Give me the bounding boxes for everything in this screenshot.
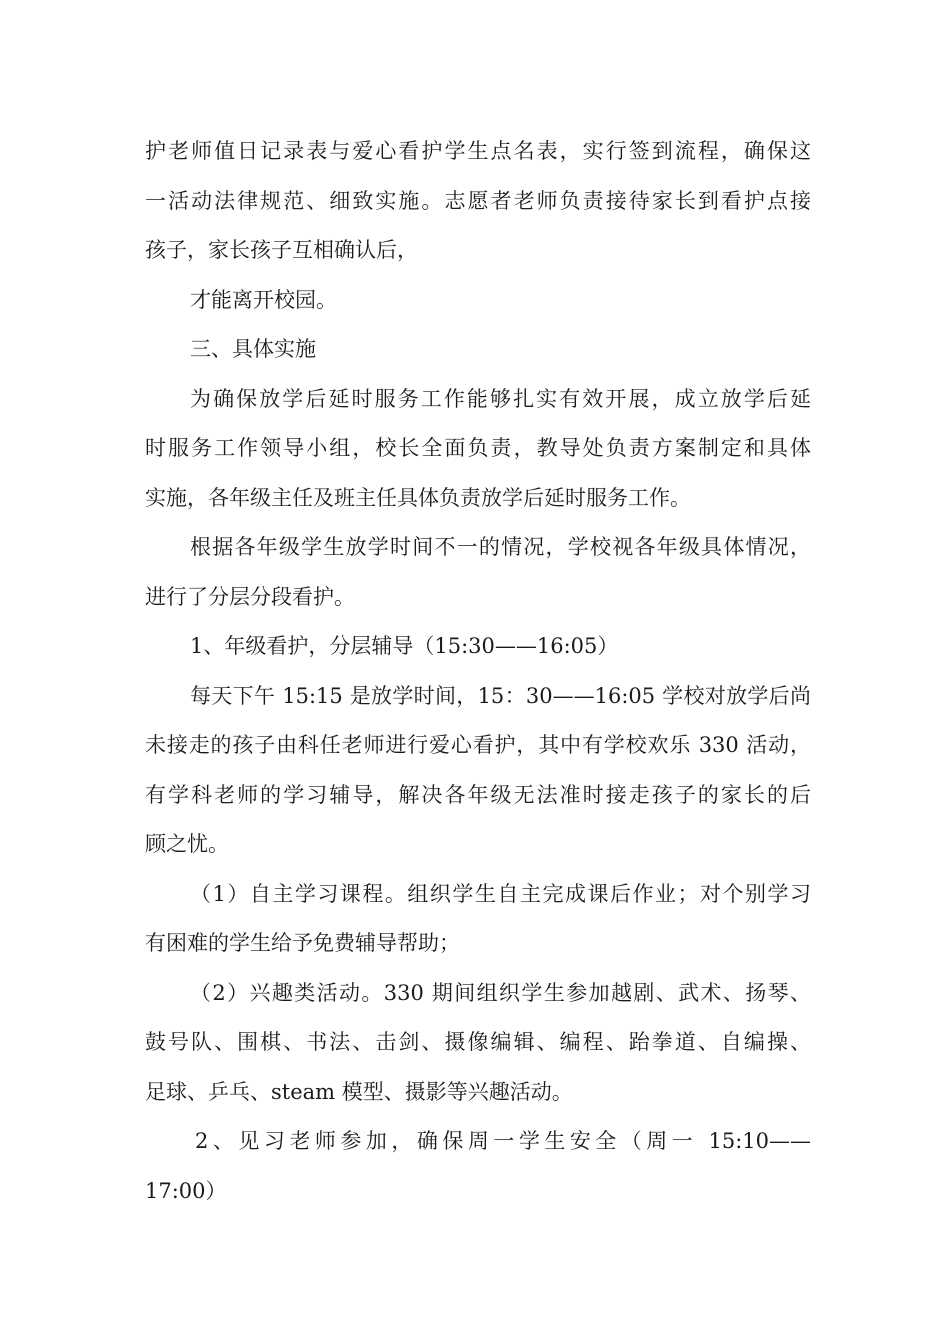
text-line: 顾之忧。 bbox=[145, 832, 229, 856]
text-line: （1）自主学习课程。组织学生自主完成课后作业；对个别学习 bbox=[190, 881, 811, 906]
text-line: 才能离开校园。 bbox=[190, 287, 337, 312]
text-line: 有学科老师的学习辅导，解决各年级无法准时接走孩子的家长的后 bbox=[145, 782, 811, 807]
subsection-heading: 1、年级看护，分层辅导（15:30——16:05） bbox=[190, 634, 619, 658]
text-line: 护老师值日记录表与爱心看护学生点名表，实行签到流程，确保这 bbox=[145, 139, 811, 163]
text-line: 足球、乒乓、steam 模型、摄影等兴趣活动。 bbox=[145, 1079, 573, 1104]
subsection-heading: 2、见习老师参加，确保周一学生安全（周一 15:10—— bbox=[195, 1129, 811, 1153]
section-heading: 三、具体实施 bbox=[190, 337, 316, 361]
text-line: 时服务工作领导小组，校长全面负责，教导处负责方案制定和具体 bbox=[145, 436, 811, 460]
text-line: （2）兴趣类活动。330 期间组织学生参加越剧、武术、扬琴、 bbox=[190, 980, 811, 1005]
text-line: 根据各年级学生放学时间不一的情况，学校视各年级具体情况， bbox=[190, 535, 811, 559]
text-line: 每天下午 15:15 是放学时间，15：30——16:05 学校对放学后尚 bbox=[190, 683, 811, 708]
text-line: 为确保放学后延时服务工作能够扎实有效开展，成立放学后延 bbox=[190, 386, 811, 411]
text-line: 进行了分层分段看护。 bbox=[145, 584, 355, 609]
text-line: 未接走的孩子由科任老师进行爱心看护，其中有学校欢乐 330 活动， bbox=[145, 733, 811, 757]
text-line: 孩子，家长孩子互相确认后， bbox=[145, 238, 418, 262]
text-line: 实施，各年级主任及班主任具体负责放学后延时服务工作。 bbox=[145, 485, 691, 510]
text-line: 有困难的学生给予免费辅导帮助； bbox=[145, 931, 460, 955]
document-body bbox=[145, 127, 811, 1216]
text-line: 鼓号队、围棋、书法、击剑、摄像编辑、编程、跆拳道、自编操、 bbox=[145, 1030, 811, 1054]
text-line: 一活动法律规范、细致实施。志愿者老师负责接待家长到看护点接 bbox=[145, 188, 811, 213]
text-line: 17:00） bbox=[145, 1178, 227, 1203]
